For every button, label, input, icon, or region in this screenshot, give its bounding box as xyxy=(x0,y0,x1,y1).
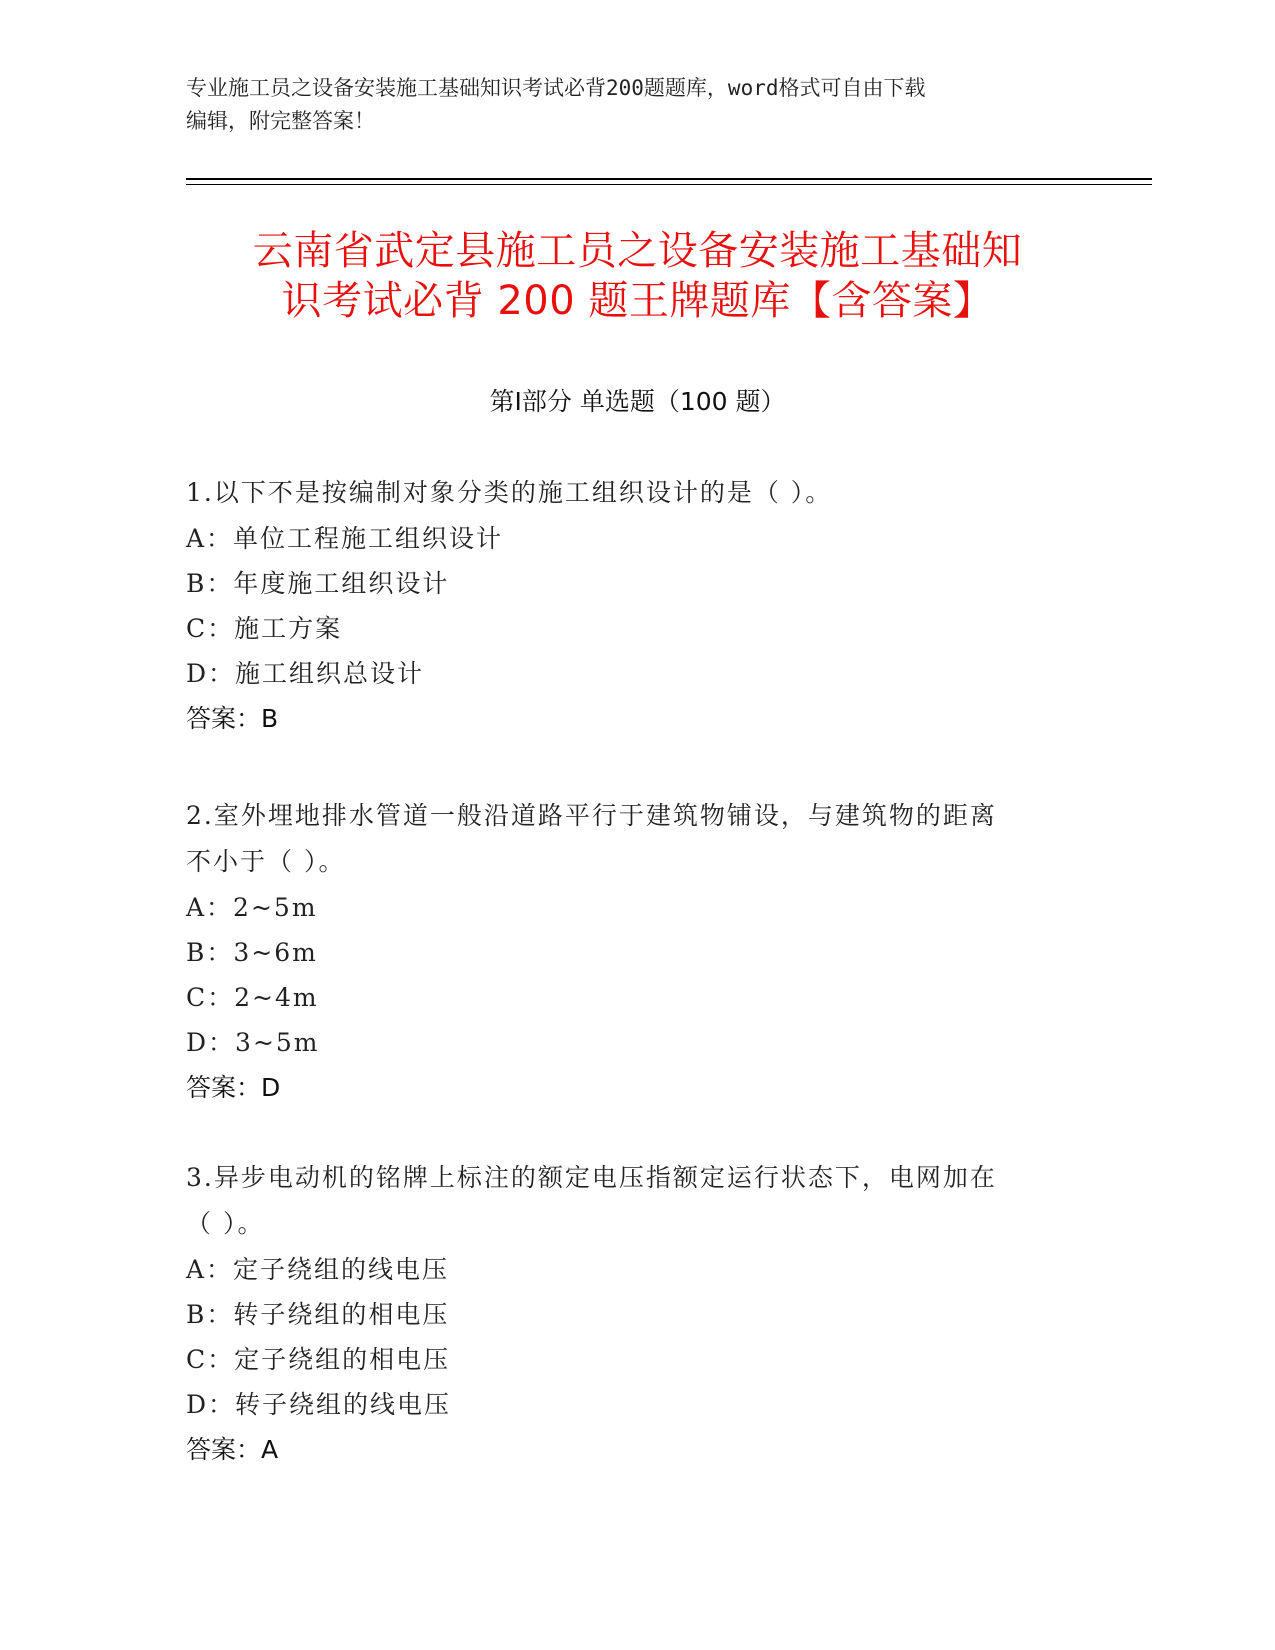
question-stem: 3.异步电动机的铭牌上标注的额定电压指额定运行状态下，电网加在 xyxy=(186,1163,997,1192)
option-a: A：定子绕组的线电压 xyxy=(186,1255,450,1284)
question-stem: 2.室外埋地排水管道一般沿道路平行于建筑物铺设，与建筑物的距离 xyxy=(186,801,997,830)
option-c: C：施工方案 xyxy=(186,614,343,643)
option-b: B：年度施工组织设计 xyxy=(186,569,450,598)
option-d: D：转子绕组的线电压 xyxy=(186,1390,452,1419)
header-note-line: 编辑，附完整答案！ xyxy=(186,109,375,133)
answer-line: 答案：A xyxy=(186,1435,279,1464)
question-block xyxy=(186,1155,1086,1473)
document-title xyxy=(150,226,1125,326)
option-c: C：定子绕组的相电压 xyxy=(186,1345,451,1374)
question-stem: 1.以下不是按编制对象分类的施工组织设计的是（ ）。 xyxy=(186,478,833,507)
section-heading: 第Ⅰ部分 单选题（100 题） xyxy=(489,387,786,416)
question-block xyxy=(186,793,1086,1111)
header-note-line: 专业施工员之设备安装施工基础知识考试必背200题题库，word格式可自由下载 xyxy=(186,76,926,100)
header-divider-thick xyxy=(186,178,1152,180)
answer-line: 答案：B xyxy=(186,704,279,733)
option-b: B：转子绕组的相电压 xyxy=(186,1300,450,1329)
document-title-line: 云南省武定县施工员之设备安装施工基础知 xyxy=(252,228,1023,274)
option-d: D：3~5m xyxy=(186,1028,320,1057)
option-a: A：2~5m xyxy=(186,893,318,922)
option-b: B：3~6m xyxy=(186,938,318,967)
option-a: A：单位工程施工组织设计 xyxy=(186,524,504,553)
header-divider-thin xyxy=(186,184,1152,185)
question-block xyxy=(186,470,1086,742)
option-c: C：2~4m xyxy=(186,983,319,1012)
header-note xyxy=(186,72,1086,138)
answer-line: 答案：D xyxy=(186,1073,281,1102)
document-title-line: 识考试必背 200 题王牌题库【含答案】 xyxy=(281,278,994,324)
question-stem-continued: 不小于（ ）。 xyxy=(186,847,346,876)
question-stem-continued: （ ）。 xyxy=(186,1209,265,1238)
option-d: D：施工组织总设计 xyxy=(186,659,425,688)
